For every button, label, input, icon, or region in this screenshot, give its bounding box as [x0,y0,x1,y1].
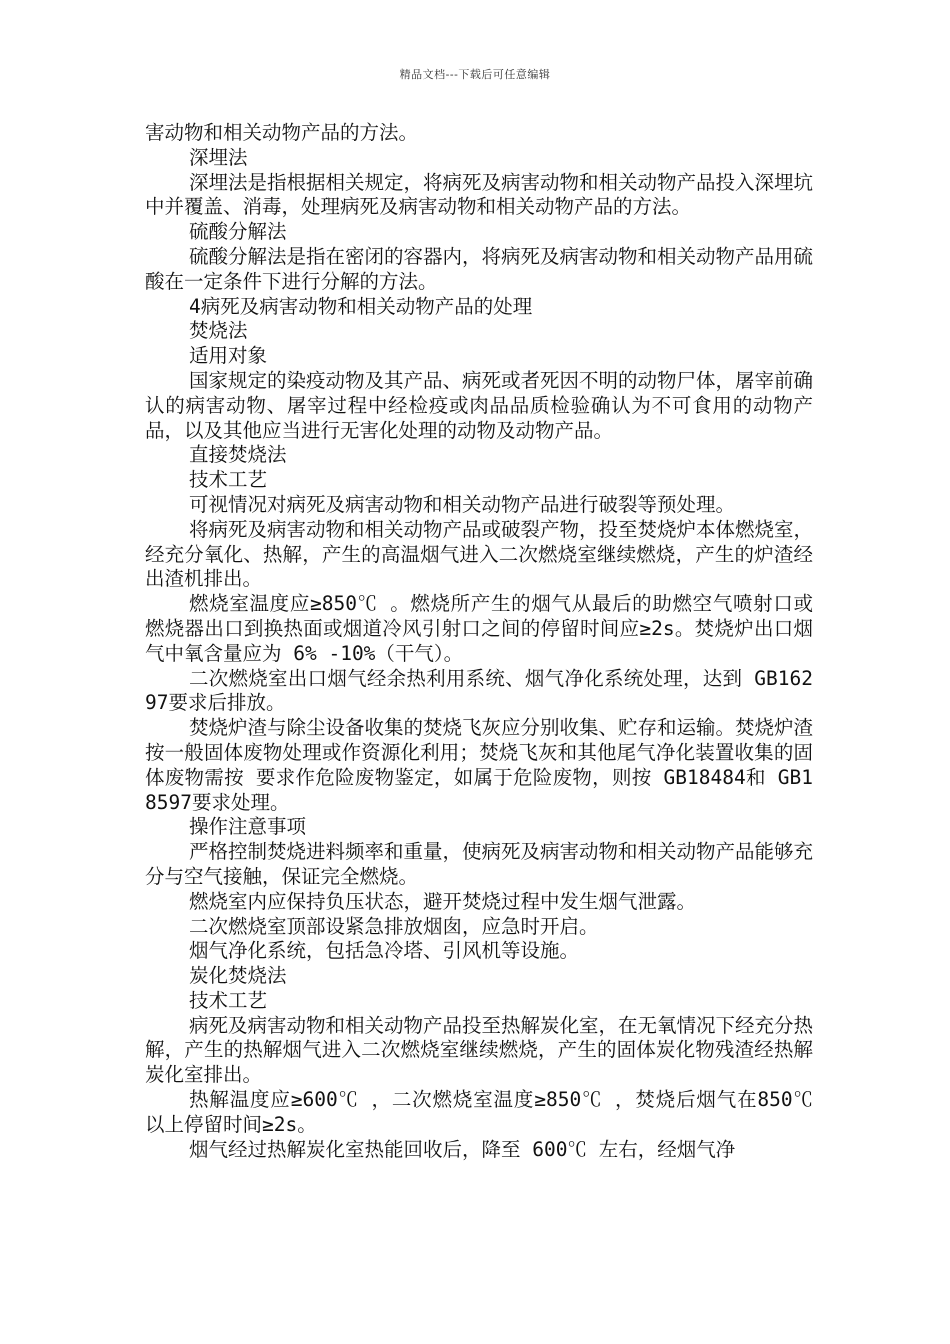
heading-sulfuric-acid: 硫酸分解法 [189,220,287,244]
heading-applicable-objects: 适用对象 [189,344,268,368]
heading-technical-process-2: 技术工艺 [189,988,268,1012]
paragraph-temperature-requirements: 燃烧室温度应≥850℃ 。燃烧所产生的烟气从最后的助燃空气喷射口或燃烧器出口到换热面或烟道冷风引射口之间的停留时间应≥2s。焚烧炉出口烟气中氧含量应为 6% -10%（干气）。 [145,592,813,665]
heading-operation-notes: 操作注意事项 [189,815,307,839]
heading-incineration: 焚烧法 [189,319,248,343]
paragraph-feed-control: 严格控制焚烧进料频率和重量，使病死及病害动物和相关动物产品能够充分与空气接触，保证完全燃烧。 [145,840,814,888]
paragraph-slag-ash: 焚烧炉渣与除尘设备收集的焚烧飞灰应分别收集、贮存和运输。焚烧炉渣按一般固体废物处理或作资源化利用；焚烧飞灰和其他尾气净化装置收集的固体废物需按 要求作危险废物鉴定，如属于危险废物，则按 GB18484和 GB18597要求处理。 [145,716,814,814]
heading-technical-process-1: 技术工艺 [189,468,268,492]
heading-direct-incineration: 直接焚烧法 [189,443,287,467]
document-body [145,121,813,1162]
paragraph-pyrolysis-temperature: 热解温度应≥600℃ ，二次燃烧室温度≥850℃ ，焚烧后烟气在850℃ 以上停留时间≥2s。 [145,1088,813,1136]
page-header: 精品文档---下载后可任意编辑 [399,68,551,81]
paragraph-combustion-chamber: 将病死及病害动物和相关动物产品或破裂产物，投至焚烧炉本体燃烧室，经充分氧化、热解，产生的高温烟气进入二次燃烧室继续燃烧，产生的炉渣经出渣机排出。 [145,517,814,591]
paragraph-pretreatment: 可视情况对病死及病害动物和相关动物产品进行破裂等预处理。 [189,492,736,516]
paragraph-1: 害动物和相关动物产品的方法。 [145,121,419,144]
paragraph-negative-pressure: 燃烧室内应保持负压状态，避开焚烧过程中发生烟气泄露。 [189,889,697,913]
paragraph-heat-recovery: 烟气经过热解炭化室热能回收后，降至 600℃ 左右，经烟气净 [189,1137,736,1161]
heading-deep-burial: 深埋法 [189,145,248,169]
heading-carbonization-incineration: 炭化焚烧法 [189,964,287,988]
section-heading-4: 4病死及病害动物和相关动物产品的处理 [189,294,533,318]
paragraph-pyrolysis: 病死及病害动物和相关动物产品投至热解炭化室，在无氧情况下经充分热解，产生的热解烟气进入二次燃烧室继续燃烧，产生的固体炭化物残渣经热解炭化室排出。 [145,1013,814,1087]
paragraph-sulfuric-acid-definition: 硫酸分解法是指在密闭的容器内，将病死及病害动物和相关动物产品用硫酸在一定条件下进行分解的方法。 [145,244,814,293]
paragraph-flue-gas-system: 烟气净化系统，包括急冷塔、引风机等设施。 [189,939,580,963]
paragraph-secondary-chamber: 二次燃烧室出口烟气经余热利用系统、烟气净化系统处理，达到 GB16297要求后排放。 [145,666,813,715]
paragraph-deep-burial-definition: 深埋法是指根据相关规定，将病死及病害动物和相关动物产品投入深埋坑中并覆盖、消毒，处理病死及病害动物和相关动物产品的方法。 [145,170,814,219]
paragraph-emergency-chimney: 二次燃烧室顶部设紧急排放烟囱，应急时开启。 [189,914,599,938]
paragraph-applicable-objects: 国家规定的染疫动物及其产品、病死或者死因不明的动物尸体，屠宰前确认的病害动物、屠宰过程中经检疫或肉品品质检验确认为不可食用的动物产品，以及其他应当进行无害化处理的动物及动物产品。 [145,368,814,442]
